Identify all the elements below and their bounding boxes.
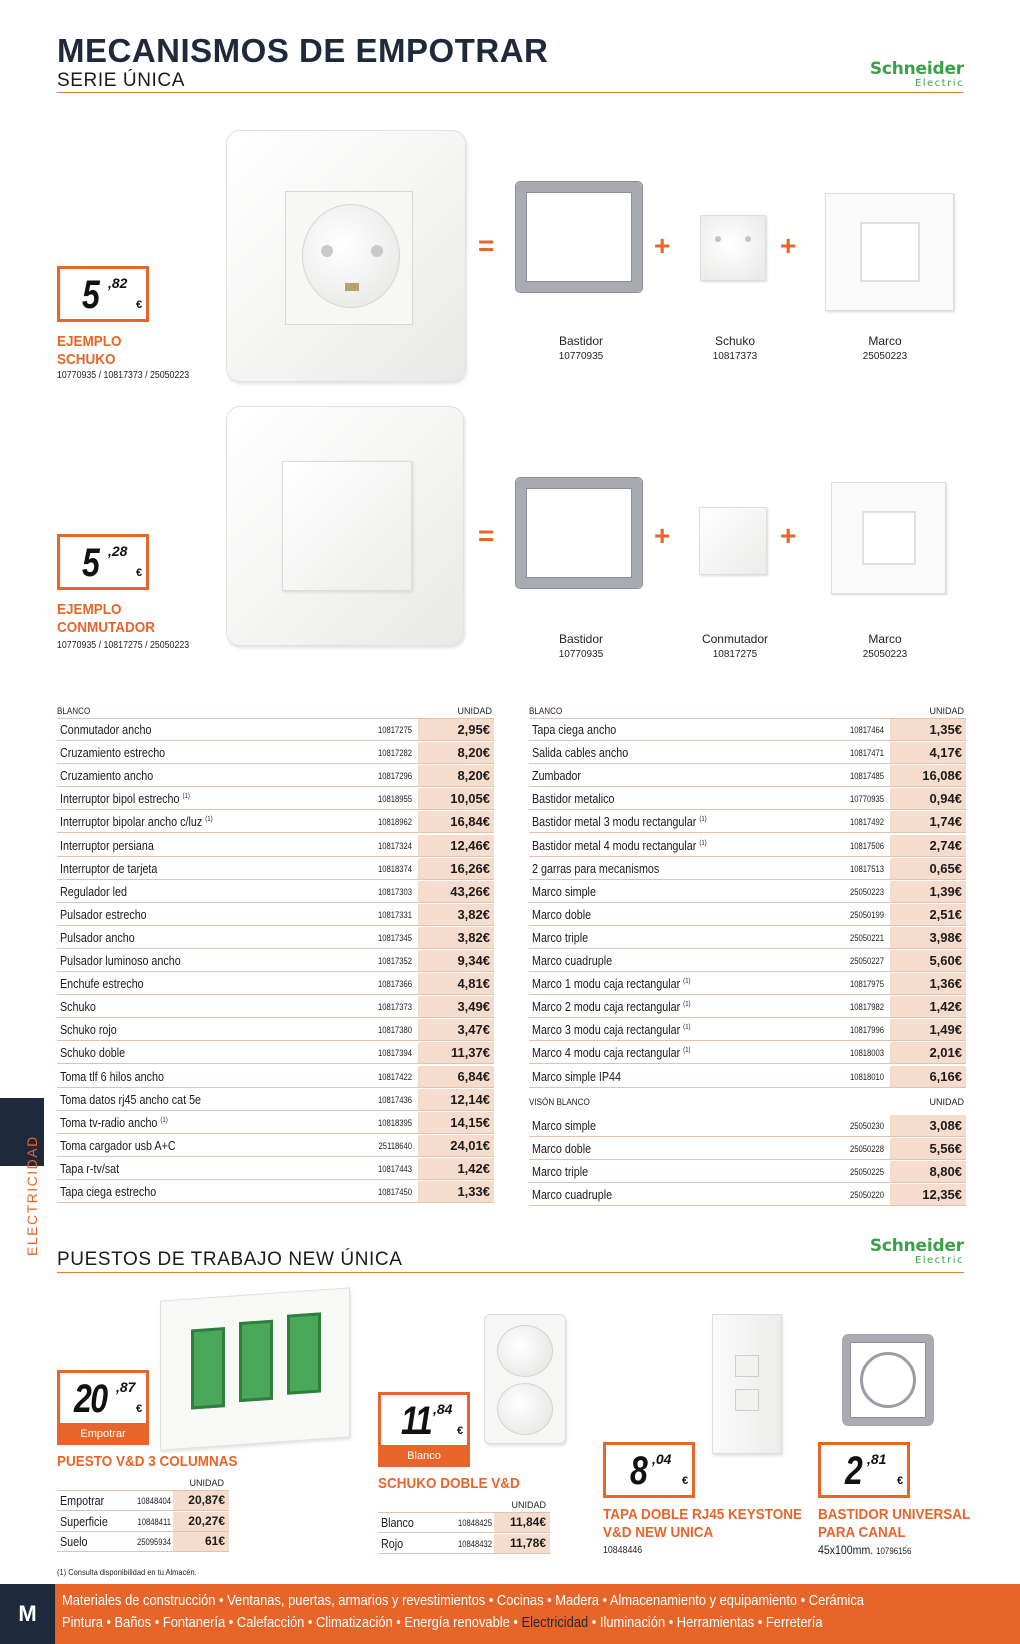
part-bastidor-caption: Bastidor 10770935 [558, 632, 604, 660]
table-row [529, 788, 966, 810]
ejemplo-schuko-codes: 10770935 / 10817373 / 25050223 [57, 370, 190, 381]
product-reference: 10817436 [377, 1094, 412, 1105]
product-price: 2,01€ [890, 1042, 966, 1063]
product-reference: 25050220 [849, 1190, 884, 1201]
price-tag-empotrar: Empotrar [57, 1423, 149, 1445]
bastidor-universal-title: BASTIDOR UNIVERSAL PARA CANAL [818, 1506, 971, 1541]
product-name: Bastidor metalico [532, 792, 615, 807]
product-name: Zumbador [532, 769, 582, 784]
product-price: 3,82€ [418, 904, 494, 925]
product-reference: 10817982 [849, 1002, 884, 1013]
table-row [57, 996, 494, 1018]
product-price: 2,51€ [890, 904, 966, 925]
table-row [57, 788, 494, 810]
table-row [57, 1491, 229, 1511]
product-price: 1,35€ [890, 719, 966, 740]
price-box-ejemplo-conmutador: 5 ,28 € [57, 534, 149, 590]
variant-price: 11,84€ [494, 1513, 550, 1532]
price-box-puesto-3-columnas: 20 ,87 € Empotrar [57, 1370, 149, 1426]
table-right-unit-label: UNIDAD [929, 706, 964, 716]
product-price: 12,35€ [890, 1184, 966, 1205]
product-name: Bastidor metal 4 modu rectangular $^{(1)}$ [532, 838, 707, 853]
footnote: (1) Consulta disponibilidad en tu Almacén. [57, 1567, 197, 1577]
product-name: Marco simple [532, 1119, 596, 1133]
product-price: 3,82€ [418, 927, 494, 948]
plus-sign: + [780, 230, 797, 261]
table-row [57, 1135, 494, 1157]
ejemplo-schuko-title: EJEMPLO SCHUKO [57, 333, 122, 368]
table-row [529, 835, 966, 857]
table-right-subheader: VISÓN BLANCO [529, 1097, 590, 1107]
schuko-doble-title: SCHUKO DOBLE V&D [378, 1475, 520, 1492]
product-price: 3,49€ [418, 996, 494, 1017]
product-reference: 10817275 [377, 725, 412, 735]
marco-image [831, 482, 946, 594]
product-name: Marco simple IP44 [532, 1069, 622, 1084]
product-reference: 10817422 [377, 1071, 412, 1082]
product-reference: 10817324 [377, 840, 412, 851]
product-reference: 10817513 [849, 863, 884, 874]
product-name: Interruptor persiana [60, 838, 154, 853]
product-reference: 25050199 [849, 909, 884, 920]
variant-price: 61€ [173, 1532, 229, 1551]
conmutador-module-image [699, 507, 767, 575]
table-row [57, 927, 494, 949]
product-reference: 10817282 [377, 748, 412, 759]
product-name: Marco doble [532, 907, 592, 922]
bastidor-image [516, 478, 642, 588]
variant-price: 20,87€ [173, 1491, 229, 1510]
product-price: 4,81€ [418, 973, 494, 994]
product-price: 16,84€ [418, 811, 494, 832]
price-tag-blanco: Blanco [378, 1445, 470, 1467]
product-name: Interruptor bipol estrecho $^{(1)}$ [60, 792, 190, 807]
product-name: Interruptor bipolar ancho c/luz $^{(1)}$ [60, 815, 213, 830]
product-price: 1,49€ [890, 1019, 966, 1040]
product-price: 2,95€ [418, 719, 494, 740]
product-price: 1,36€ [890, 973, 966, 994]
product-name: Tapa ciega ancho [532, 723, 617, 737]
table-row [529, 904, 966, 926]
table-row [57, 811, 494, 833]
product-name: Pulsador ancho [60, 930, 135, 945]
table-row [57, 950, 494, 972]
bastidor-universal-image [842, 1334, 934, 1426]
product-price: 11,37€ [418, 1042, 494, 1063]
variant-name: Empotrar [60, 1494, 105, 1508]
product-price: 3,08€ [890, 1115, 966, 1136]
equals-sign: = [478, 230, 495, 261]
product-name: Bastidor metal 3 modu rectangular $^{(1)}$ [532, 815, 707, 830]
product-reference: 10817373 [377, 1002, 412, 1013]
product-name: Marco triple [532, 930, 589, 945]
workstations-rule [57, 1272, 964, 1273]
table-row [57, 719, 494, 741]
table-row [529, 811, 966, 833]
product-name: Cruzamiento estrecho [60, 746, 166, 761]
product-reference: 10817331 [377, 909, 412, 920]
variant-name: Superficie [60, 1514, 108, 1529]
product-reference: 10817975 [849, 979, 884, 990]
footer-bar [0, 1584, 1020, 1644]
table-row [529, 1019, 966, 1041]
product-price: 12,14€ [418, 1089, 494, 1110]
table-row [57, 835, 494, 857]
product-name: Marco simple [532, 884, 596, 899]
price-box-tapa-rj45: 8 ,04 € [603, 1442, 695, 1498]
table-row [529, 765, 966, 787]
table-row [57, 1066, 494, 1088]
product-name: Marco 1 modu caja rectangular $^{(1)}$ [532, 977, 691, 992]
product-reference: 10818962 [377, 817, 412, 828]
table-row [529, 858, 966, 880]
product-reference: 10817485 [849, 771, 884, 782]
schneider-logo: Schneider Electric [869, 59, 964, 89]
product-reference: 10817464 [849, 725, 884, 735]
schuko-doble-image [484, 1314, 566, 1444]
variant-name: Blanco [381, 1516, 414, 1530]
product-name: Schuko [60, 1000, 96, 1015]
table-row [57, 765, 494, 787]
part-bastidor-caption: Bastidor 10770935 [558, 334, 604, 362]
product-price: 3,47€ [418, 1019, 494, 1040]
product-reference: 10818374 [377, 863, 412, 874]
product-price: 16,26€ [418, 858, 494, 879]
table-row [529, 719, 966, 741]
product-price: 0,94€ [890, 788, 966, 809]
variant-reference: 10848425 [457, 1518, 492, 1528]
table-row [529, 950, 966, 972]
conmutador-plate-image [226, 406, 464, 646]
product-reference: 10770935 [849, 794, 884, 805]
product-name: Toma tlf 6 hilos ancho [60, 1069, 164, 1084]
table-right-sub-unit-label: UNIDAD [929, 1097, 964, 1107]
product-price: 14,15€ [418, 1112, 494, 1133]
product-reference: 10817996 [849, 1025, 884, 1036]
table-row [57, 904, 494, 926]
variant-reference: 10848404 [136, 1496, 171, 1506]
marco-image [825, 193, 954, 311]
page-subtitle: SERIE ÚNICA [57, 70, 186, 91]
ejemplo-conmutador-title: EJEMPLO CONMUTADOR [57, 601, 155, 636]
product-name: Toma datos rj45 ancho cat 5e [60, 1092, 202, 1107]
product-name: Marco 2 modu caja rectangular $^{(1)}$ [532, 1000, 691, 1015]
product-name: Regulador led [60, 884, 127, 899]
table-row [529, 973, 966, 995]
product-price: 5,60€ [890, 950, 966, 971]
product-reference: 25050227 [849, 956, 884, 966]
puesto-unit-label: UNIDAD [189, 1478, 224, 1488]
product-price: 1,33€ [418, 1181, 494, 1202]
product-name: Marco cuadruple [532, 1188, 613, 1203]
table-row [529, 1042, 966, 1064]
product-price: 1,74€ [890, 811, 966, 832]
product-name: Toma tv-radio ancho $^{(1)}$ [60, 1115, 168, 1130]
schuko-doble-unit-label: UNIDAD [511, 1500, 546, 1510]
product-reference: 25050221 [849, 932, 884, 943]
footer-current-category: Electricidad [521, 1614, 589, 1631]
table-row [57, 1158, 494, 1180]
product-price: 1,42€ [418, 1158, 494, 1179]
product-reference: 10817394 [377, 1048, 412, 1059]
product-price: 16,08€ [890, 765, 966, 786]
table-row [57, 1532, 229, 1552]
product-price: 3,98€ [890, 927, 966, 948]
product-reference: 25118640 [378, 1140, 412, 1151]
product-reference: 25050228 [849, 1144, 884, 1155]
plus-sign: + [654, 230, 671, 261]
header-rule [57, 92, 964, 93]
product-price: 10,05€ [418, 788, 494, 809]
product-reference: 10817443 [377, 1163, 412, 1174]
table-row [57, 1181, 494, 1203]
variant-reference: 25095934 [136, 1537, 171, 1547]
product-price: 2,74€ [890, 835, 966, 856]
variant-price: 11,78€ [494, 1534, 550, 1553]
product-price: 4,17€ [890, 742, 966, 763]
part-marco-caption: Marco 25050223 [862, 334, 908, 362]
product-price: 6,84€ [418, 1066, 494, 1087]
product-name: Schuko doble [60, 1046, 126, 1061]
product-name: Tapa r-tv/sat [60, 1161, 120, 1176]
table-row [57, 1089, 494, 1111]
table-row [57, 973, 494, 995]
equals-sign: = [478, 520, 495, 551]
product-name: Pulsador luminoso ancho [60, 954, 181, 968]
ejemplo-conmutador-codes: 10770935 / 10817275 / 25050223 [57, 640, 190, 651]
product-price: 8,20€ [418, 742, 494, 763]
product-name: Toma cargador usb A+C [60, 1138, 176, 1153]
table-row [57, 858, 494, 880]
tapa-rj45-image [712, 1314, 782, 1454]
product-price: 12,46€ [418, 835, 494, 856]
product-name: Cruzamiento ancho [60, 769, 154, 784]
schneider-logo: Schneider Electric [869, 1236, 964, 1266]
bastidor-image [516, 182, 642, 292]
tapa-rj45-title: TAPA DOBLE RJ45 KEYSTONE V&D NEW UNICA [603, 1506, 803, 1541]
product-name: Marco triple [532, 1165, 589, 1180]
page-title: MECANISMOS DE EMPOTRAR [57, 32, 549, 69]
table-row [378, 1534, 550, 1554]
table-row [57, 1512, 229, 1532]
product-reference: 25050223 [849, 886, 884, 897]
table-row [529, 881, 966, 903]
product-reference: 10817345 [377, 932, 412, 943]
product-reference: 10817352 [377, 956, 412, 966]
product-reference: 10817492 [849, 817, 884, 828]
product-name: 2 garras para mecanismos [532, 861, 660, 876]
table-row [57, 1112, 494, 1134]
table-row [529, 1066, 966, 1088]
schuko-plate-image [226, 130, 466, 382]
table-row [57, 1019, 494, 1041]
variant-name: Rojo [381, 1536, 404, 1551]
bastidor-universal-size-code: 45x100mm. 10796156 [818, 1543, 912, 1557]
product-reference: 10817303 [377, 886, 412, 897]
product-name: Enchufe estrecho [60, 977, 144, 992]
table-row [529, 1138, 966, 1160]
table-row [529, 1115, 966, 1137]
product-reference: 10818955 [377, 794, 412, 805]
table-row [57, 1042, 494, 1064]
product-name: Tapa ciega estrecho [60, 1185, 157, 1199]
price-box-schuko-doble: 11 ,84 € Blanco [378, 1392, 470, 1448]
product-price: 24,01€ [418, 1135, 494, 1156]
product-reference: 25050225 [849, 1167, 884, 1178]
table-row [529, 1161, 966, 1183]
product-reference: 10817506 [849, 840, 884, 851]
product-name: Marco 3 modu caja rectangular $^{(1)}$ [532, 1023, 691, 1038]
product-price: 1,42€ [890, 996, 966, 1017]
part-marco-caption: Marco 25050223 [862, 632, 908, 660]
product-reference: 10817471 [849, 748, 884, 759]
table-row [529, 742, 966, 764]
product-name: Salida cables ancho [532, 746, 629, 761]
product-price: 8,80€ [890, 1161, 966, 1182]
footer-categories-line2: Pintura • Baños • Fontanería • Calefacción • Climatización • Energía renovable • Electricidad • Iluminación • Herramientas • Ferretería [62, 1614, 823, 1631]
product-name: Marco 4 modu caja rectangular $^{(1)}$ [532, 1046, 691, 1061]
product-name: Conmutador ancho [60, 723, 152, 737]
table-row [529, 996, 966, 1018]
table-row [378, 1513, 550, 1533]
product-name: Marco doble [532, 1142, 592, 1157]
schuko-module-image [700, 215, 766, 281]
table-row [57, 742, 494, 764]
product-reference: 25050230 [849, 1121, 884, 1131]
product-reference: 10817450 [377, 1187, 412, 1197]
puesto-3-columnas-image [160, 1287, 350, 1450]
table-left-unit-label: UNIDAD [457, 706, 492, 716]
product-price: 0,65€ [890, 858, 966, 879]
product-name: Schuko rojo [60, 1023, 117, 1038]
variant-reference: 10848411 [137, 1516, 171, 1527]
puesto-3-columnas-title: PUESTO V&D 3 COLUMNAS [57, 1453, 238, 1470]
variant-price: 20,27€ [173, 1512, 229, 1531]
table-row [529, 927, 966, 949]
product-price: 9,34€ [418, 950, 494, 971]
part-schuko-caption: Schuko 10817373 [712, 334, 758, 362]
product-price: 6,16€ [890, 1066, 966, 1087]
table-row [57, 881, 494, 903]
section-side-label: ELECTRICIDAD [24, 1135, 40, 1256]
product-name: Interruptor de tarjeta [60, 861, 158, 876]
product-price: 43,26€ [418, 881, 494, 902]
product-reference: 10818395 [377, 1117, 412, 1128]
product-name: Pulsador estrecho [60, 907, 147, 922]
product-reference: 10818003 [849, 1048, 884, 1059]
product-reference: 10818010 [849, 1071, 884, 1082]
part-conmutador-caption: Conmutador 10817275 [701, 632, 769, 660]
product-reference: 10817380 [377, 1025, 412, 1036]
brand-logo: M [0, 1584, 55, 1644]
footer-categories-line1: Materiales de construcción • Ventanas, puertas, armarios y revestimientos • Cocinas • Madera • Almacenamiento y equipamiento • Cerámica [62, 1592, 864, 1609]
table-right-header: BLANCO [529, 706, 563, 716]
product-price: 8,20€ [418, 765, 494, 786]
variant-name: Suelo [60, 1535, 88, 1549]
price-box-bastidor-universal: 2 ,81 € [818, 1442, 910, 1498]
product-reference: 10817366 [377, 979, 412, 990]
variant-reference: 10848432 [457, 1538, 492, 1549]
product-price: 5,56€ [890, 1138, 966, 1159]
plus-sign: + [654, 520, 671, 551]
tapa-rj45-code: 10848446 [603, 1545, 643, 1556]
plus-sign: + [780, 520, 797, 551]
product-price: 1,39€ [890, 881, 966, 902]
product-reference: 10817296 [377, 771, 412, 782]
table-left-header: BLANCO [57, 706, 91, 716]
workstations-title: PUESTOS DE TRABAJO NEW ÚNICA [57, 1249, 403, 1270]
price-box-ejemplo-schuko: 5 ,82 € [57, 266, 149, 322]
product-name: Marco cuadruple [532, 954, 613, 968]
table-row [529, 1184, 966, 1206]
